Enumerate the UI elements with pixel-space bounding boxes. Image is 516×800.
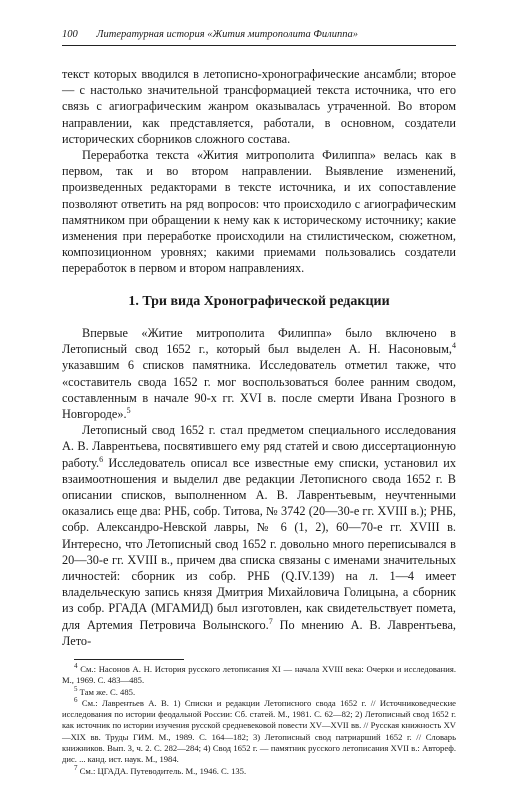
text-run: Исследователь описал все известные ему списки, установил их взаимоотношения и выделил две редакции Летописного свода 1652 г. В описании списков, выполненном А. В. Лаврентьевым, неучтенными оказались еще два: РНБ, собр. Титова, № 3742 (20—30-е гг. XVIII в.); РНБ, собр. Александро-Невской лавры, № 6 (1, 2), 60—70-е гг. XVIII в. Интересно, что Летописный свод 1652 г. довольно много переписывался в 20—30-е гг. XVIII в., причем два списка связаны с именами значительных личностей: сборник из собр. РНБ (Q.IV.139) на л. 1—4 имеет владельческую запись князя Дмитрия Михайловича Голицына, а сборник из собр. РГАДА (МГАМИД) был изготовлен, как свидетельствует помета, для Артемия Петровича Волынского. <box>62 455 456 632</box>
footnote-rule <box>74 659 184 660</box>
text-block-top <box>62 66 456 277</box>
footnote-text: См.: Насонов А. Н. История русского летописания XI — начала XVIII века: Очерки и исследования. М., 1969. С. 483—485. <box>62 664 456 686</box>
text-run: Летописный свод 1652 г. стал предметом специального исследования А. В. Лаврентьева, посвятившего ему ряд статей и свою диссертационную работу. <box>62 423 456 470</box>
page-number: 100 <box>62 29 78 40</box>
footnote-text: Там же. С. 485. <box>79 686 136 697</box>
footnote-ref: 4 <box>452 341 456 351</box>
paragraph-reworking: Переработка текста «Жития митрополита Филиппа» велась как в первом, так и во втором направлении. Выявление изменений, произведенных редакторами в тексте источника, и их сопоставление позволяют ответить на ряд вопросов: что происходило с агиографическим памятником при обращении к нему как к историческому источнику; какие изменения при переработке происходили на стилистическом, сюжетном, композиционном уровнях; какими приемами пользовались создатели переработок в первом и втором направлениях. <box>62 148 456 276</box>
text-run: По мнению А. В. Лаврентьева, Лето- <box>62 617 456 648</box>
section-heading: 1. Три вида Хронографической редакции <box>128 294 390 309</box>
text-block-bottom <box>62 325 456 649</box>
running-header <box>62 28 456 42</box>
footnote-ref: 6 <box>99 454 104 464</box>
footnote-number: 6 <box>74 696 78 705</box>
paragraph-lavrentiev <box>62 422 456 649</box>
paragraph-first-inclusion <box>62 325 456 422</box>
footnote-text: См.: Лаврентьев А. В. 1) Списки и редакции Летописного свода 1652 г. // Источниковедческие исследования по истории феодальной России: Сб. статей. М., 1981. С. 62—82; 2) Летописный свод 1652 г. как источник по истории изучения русской средневековой повести XV—XVII вв. // Русская книжность XV—XIX вв. Труды ГИМ. М., 1989. С. 164—182; 3) Летописный свод патриарший 1652 г. // Словарь книжников. Вып. 3, ч. 2. С. 282—284; 4) Свод 1652 г. — памятник русского летописания XVII в.: Автореф. дис. ... канд. ист. наук. М., 1984. <box>62 697 456 765</box>
footnote-ref: 5 <box>126 405 131 415</box>
footnote-text: См.: ЦГАДА. Путеводитель. М., 1946. С. 135. <box>79 765 247 776</box>
footnote-number: 7 <box>74 763 78 772</box>
paragraph-continuation: текст которых вводился в летописно-хронографические ансамбли; второе — с настолько значительной трансформацией текста источника, что его связь с агиографическим жанром оказывалась утраченной. Во втором направлении, как представляется, работали, в основном, создатели исторических сборников сложного состава. <box>62 67 456 146</box>
text-run: Впервые «Житие митрополита Филиппа» было включено в Летописный свод 1652 г., который был выделен А. Н. Насоновым, <box>62 326 456 357</box>
footnote-5 <box>62 684 456 698</box>
footnote-4 <box>62 664 456 687</box>
footnote-6 <box>62 698 456 766</box>
footnote-7 <box>62 763 456 777</box>
footnotes <box>62 664 456 777</box>
text-run: указавшим 6 списков памятника. Исследователь отметил также, что «составитель свода 1652 г. мог воспользоваться более ранним сводом, составленным в начале 90-х гг. XVI в. после смерти Ивана Грозного в Новгороде». <box>62 358 456 422</box>
footnote-ref: 7 <box>268 616 273 626</box>
footnote-number: 5 <box>74 684 78 693</box>
header-rule <box>62 45 456 46</box>
running-title: Литературная история «Жития митрополита Филиппа» <box>96 29 358 40</box>
footnote-number: 4 <box>74 662 78 671</box>
